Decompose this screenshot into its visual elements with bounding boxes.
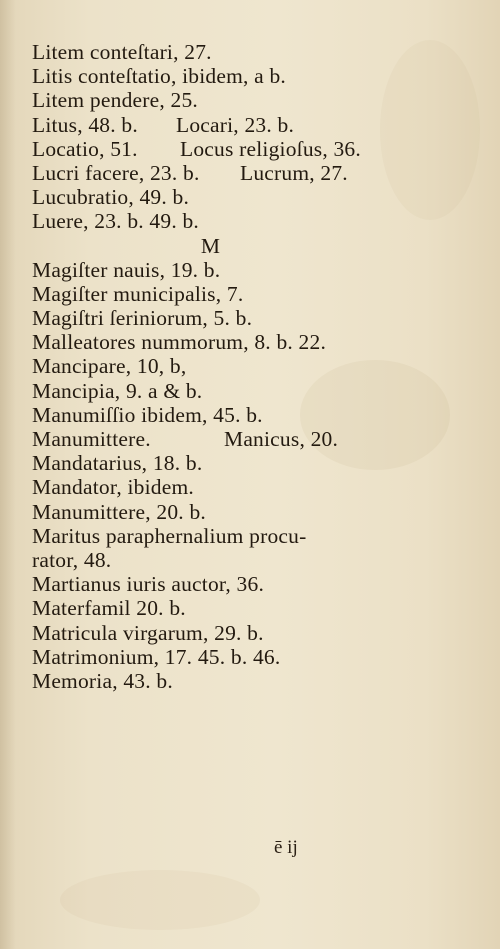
- index-entry: Memoria, 43. b.: [32, 668, 173, 693]
- index-entry: Litus, 48. b.: [32, 112, 138, 137]
- index-entry: Litem conteſtari, 27.: [32, 40, 212, 64]
- index-entry: Litis conteſtatio, ibidem, a b.: [32, 64, 286, 89]
- index-entry-row: [32, 161, 377, 185]
- index-entry: Locari, 23. b.: [176, 112, 295, 137]
- index-entry: Matrimonium, 17. 45. b. 46.: [32, 644, 281, 669]
- paper-stain: [380, 40, 480, 220]
- index-entry: Materfamil 20. b.: [32, 596, 186, 621]
- index-entry: Martianus iuris auctor, 36.: [32, 572, 265, 597]
- index-entry: Malleatores nummorum, 8. b. 22.: [32, 330, 327, 355]
- index-entry: Lucri facere, 23. b.: [32, 160, 200, 185]
- page-gutter-shadow: [0, 0, 16, 949]
- index-entry: Locus religioſus, 36.: [180, 136, 361, 161]
- index-entry: Manicus, 20.: [224, 427, 339, 451]
- index-entry: Mancipia, 9. a & b.: [32, 378, 203, 403]
- index-entry: Magiſter nauis, 19. b.: [32, 257, 221, 282]
- index-entry: Maritus paraphernalium procu-: [32, 523, 307, 548]
- paper-stain: [60, 870, 260, 930]
- index-entry: Mandator, ibidem.: [32, 475, 194, 500]
- index-entry: Matricula virgarum, 29. b.: [32, 620, 264, 645]
- index-entry: Magiſter municipalis, 7.: [32, 281, 244, 306]
- index-entry: rator, 48.: [32, 547, 112, 572]
- signature-mark: ē ij: [274, 837, 298, 858]
- index-entry: Luere, 23. b. 49. b.: [32, 209, 200, 234]
- index-entry: Lucrum, 27.: [240, 160, 348, 185]
- index-entry: Manumittere, 20. b.: [32, 499, 206, 524]
- index-entry: Litem pendere, 25.: [32, 88, 198, 113]
- section-letter-heading: M: [200, 233, 221, 258]
- index-entry: Mandatarius, 18. b.: [32, 451, 203, 476]
- index-entry-row: [32, 137, 377, 161]
- index-list: [32, 40, 377, 693]
- index-entry: Manumittere.: [32, 427, 151, 451]
- index-entry: Locatio, 51.: [32, 136, 138, 161]
- index-entry: Mancipare, 10, b,: [32, 354, 187, 379]
- index-entry: Manumiſſio ibidem, 45. b.: [32, 402, 263, 427]
- index-entry: Lucubratio, 49. b.: [32, 185, 190, 210]
- index-entry-row: [32, 113, 377, 137]
- index-entry: Magiſtri ſeriniorum, 5. b.: [32, 306, 253, 331]
- index-entry-row: [32, 427, 377, 451]
